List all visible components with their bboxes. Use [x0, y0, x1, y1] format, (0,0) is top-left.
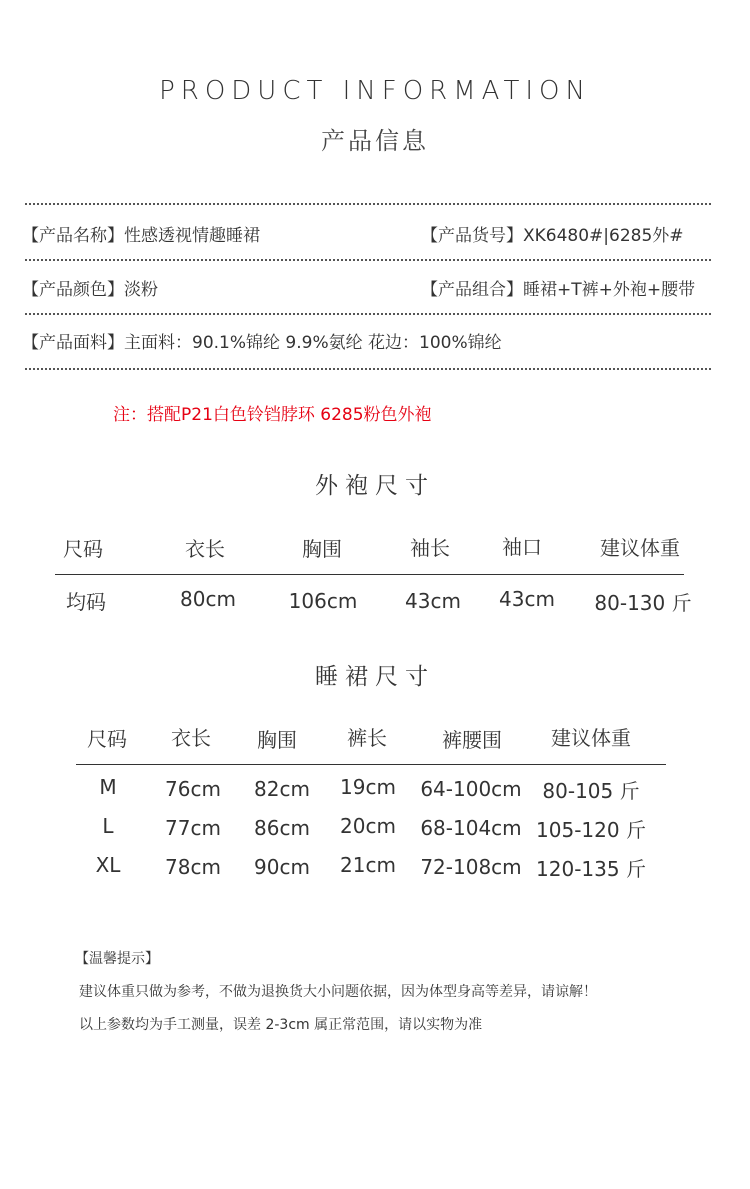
dress-header-length: 衣长 [171, 726, 211, 750]
robe-header-cuff: 袖口 [502, 535, 542, 559]
robe-cell: 80cm [180, 587, 236, 611]
robe-header-size: 尺码 [63, 537, 103, 561]
dress-cell: 77cm [165, 816, 221, 840]
product-combo: 【产品组合】睡裙+T裤+外袍+腰带 [421, 280, 696, 300]
robe-cell: 106cm [288, 589, 358, 613]
dress-cell: L [102, 814, 114, 838]
tips-title: 【温馨提示】 [75, 951, 159, 967]
title-english: PRODUCT INFORMATION [159, 76, 591, 106]
dress-cell: 105-120 斤 [536, 818, 646, 842]
title-chinese: 产品信息 [321, 127, 429, 155]
dress-header-waist: 裤腰围 [442, 728, 502, 752]
dress-cell: 76cm [165, 777, 221, 801]
product-sku: 【产品货号】XK6480#|6285外# [421, 226, 684, 246]
dress-cell: 80-105 斤 [542, 779, 640, 803]
dress-cell: 20cm [340, 814, 396, 838]
dress-size-title: 睡裙尺寸 [315, 664, 435, 690]
dress-cell: 19cm [340, 775, 396, 799]
dotted-divider [25, 259, 711, 261]
tips-line-2: 以上参数均为手工测量，误差 2-3cm 属正常范围，请以实物为准 [79, 1017, 483, 1033]
dress-cell: 86cm [254, 816, 310, 840]
robe-cell: 43cm [499, 587, 555, 611]
dotted-divider [25, 203, 711, 205]
dress-cell: 78cm [165, 855, 221, 879]
dress-cell: 72-108cm [420, 855, 522, 879]
robe-header-bust: 胸围 [302, 537, 342, 561]
robe-header-weight: 建议体重 [600, 536, 680, 560]
dress-table-rule [76, 764, 666, 765]
product-color: 【产品颜色】淡粉 [22, 280, 158, 300]
dress-header-size: 尺码 [87, 727, 127, 751]
robe-cell: 43cm [405, 589, 461, 613]
dress-cell: M [99, 775, 117, 799]
robe-size-title: 外袍尺寸 [315, 473, 435, 499]
dress-cell: 90cm [254, 855, 310, 879]
dress-cell: 64-100cm [420, 777, 522, 801]
dress-cell: 120-135 斤 [536, 857, 646, 881]
dress-cell: 21cm [340, 853, 396, 877]
robe-header-length: 衣长 [185, 537, 225, 561]
robe-cell: 80-130 斤 [594, 591, 692, 615]
dress-header-weight: 建议体重 [551, 726, 631, 750]
dress-cell: 82cm [254, 777, 310, 801]
robe-table-rule [55, 574, 684, 575]
dress-cell: XL [95, 853, 121, 877]
dotted-divider [25, 313, 711, 315]
robe-header-sleeve-length: 袖长 [410, 536, 450, 560]
product-name: 【产品名称】性感透视情趣睡裙 [22, 226, 260, 246]
product-fabric: 【产品面料】主面料：90.1%锦纶 9.9%氨纶 花边：100%锦纶 [22, 333, 502, 353]
dress-header-bust: 胸围 [257, 728, 297, 752]
dotted-divider [25, 368, 711, 370]
pairing-note: 注：搭配P21白色铃铛脖环 6285粉色外袍 [113, 405, 432, 425]
robe-cell: 均码 [66, 590, 106, 614]
tips-line-1: 建议体重只做为参考，不做为退换货大小问题依据，因为体型身高等差异，请谅解！ [79, 984, 597, 1000]
dress-cell: 68-104cm [420, 816, 522, 840]
dress-header-pants-length: 裤长 [347, 726, 387, 750]
